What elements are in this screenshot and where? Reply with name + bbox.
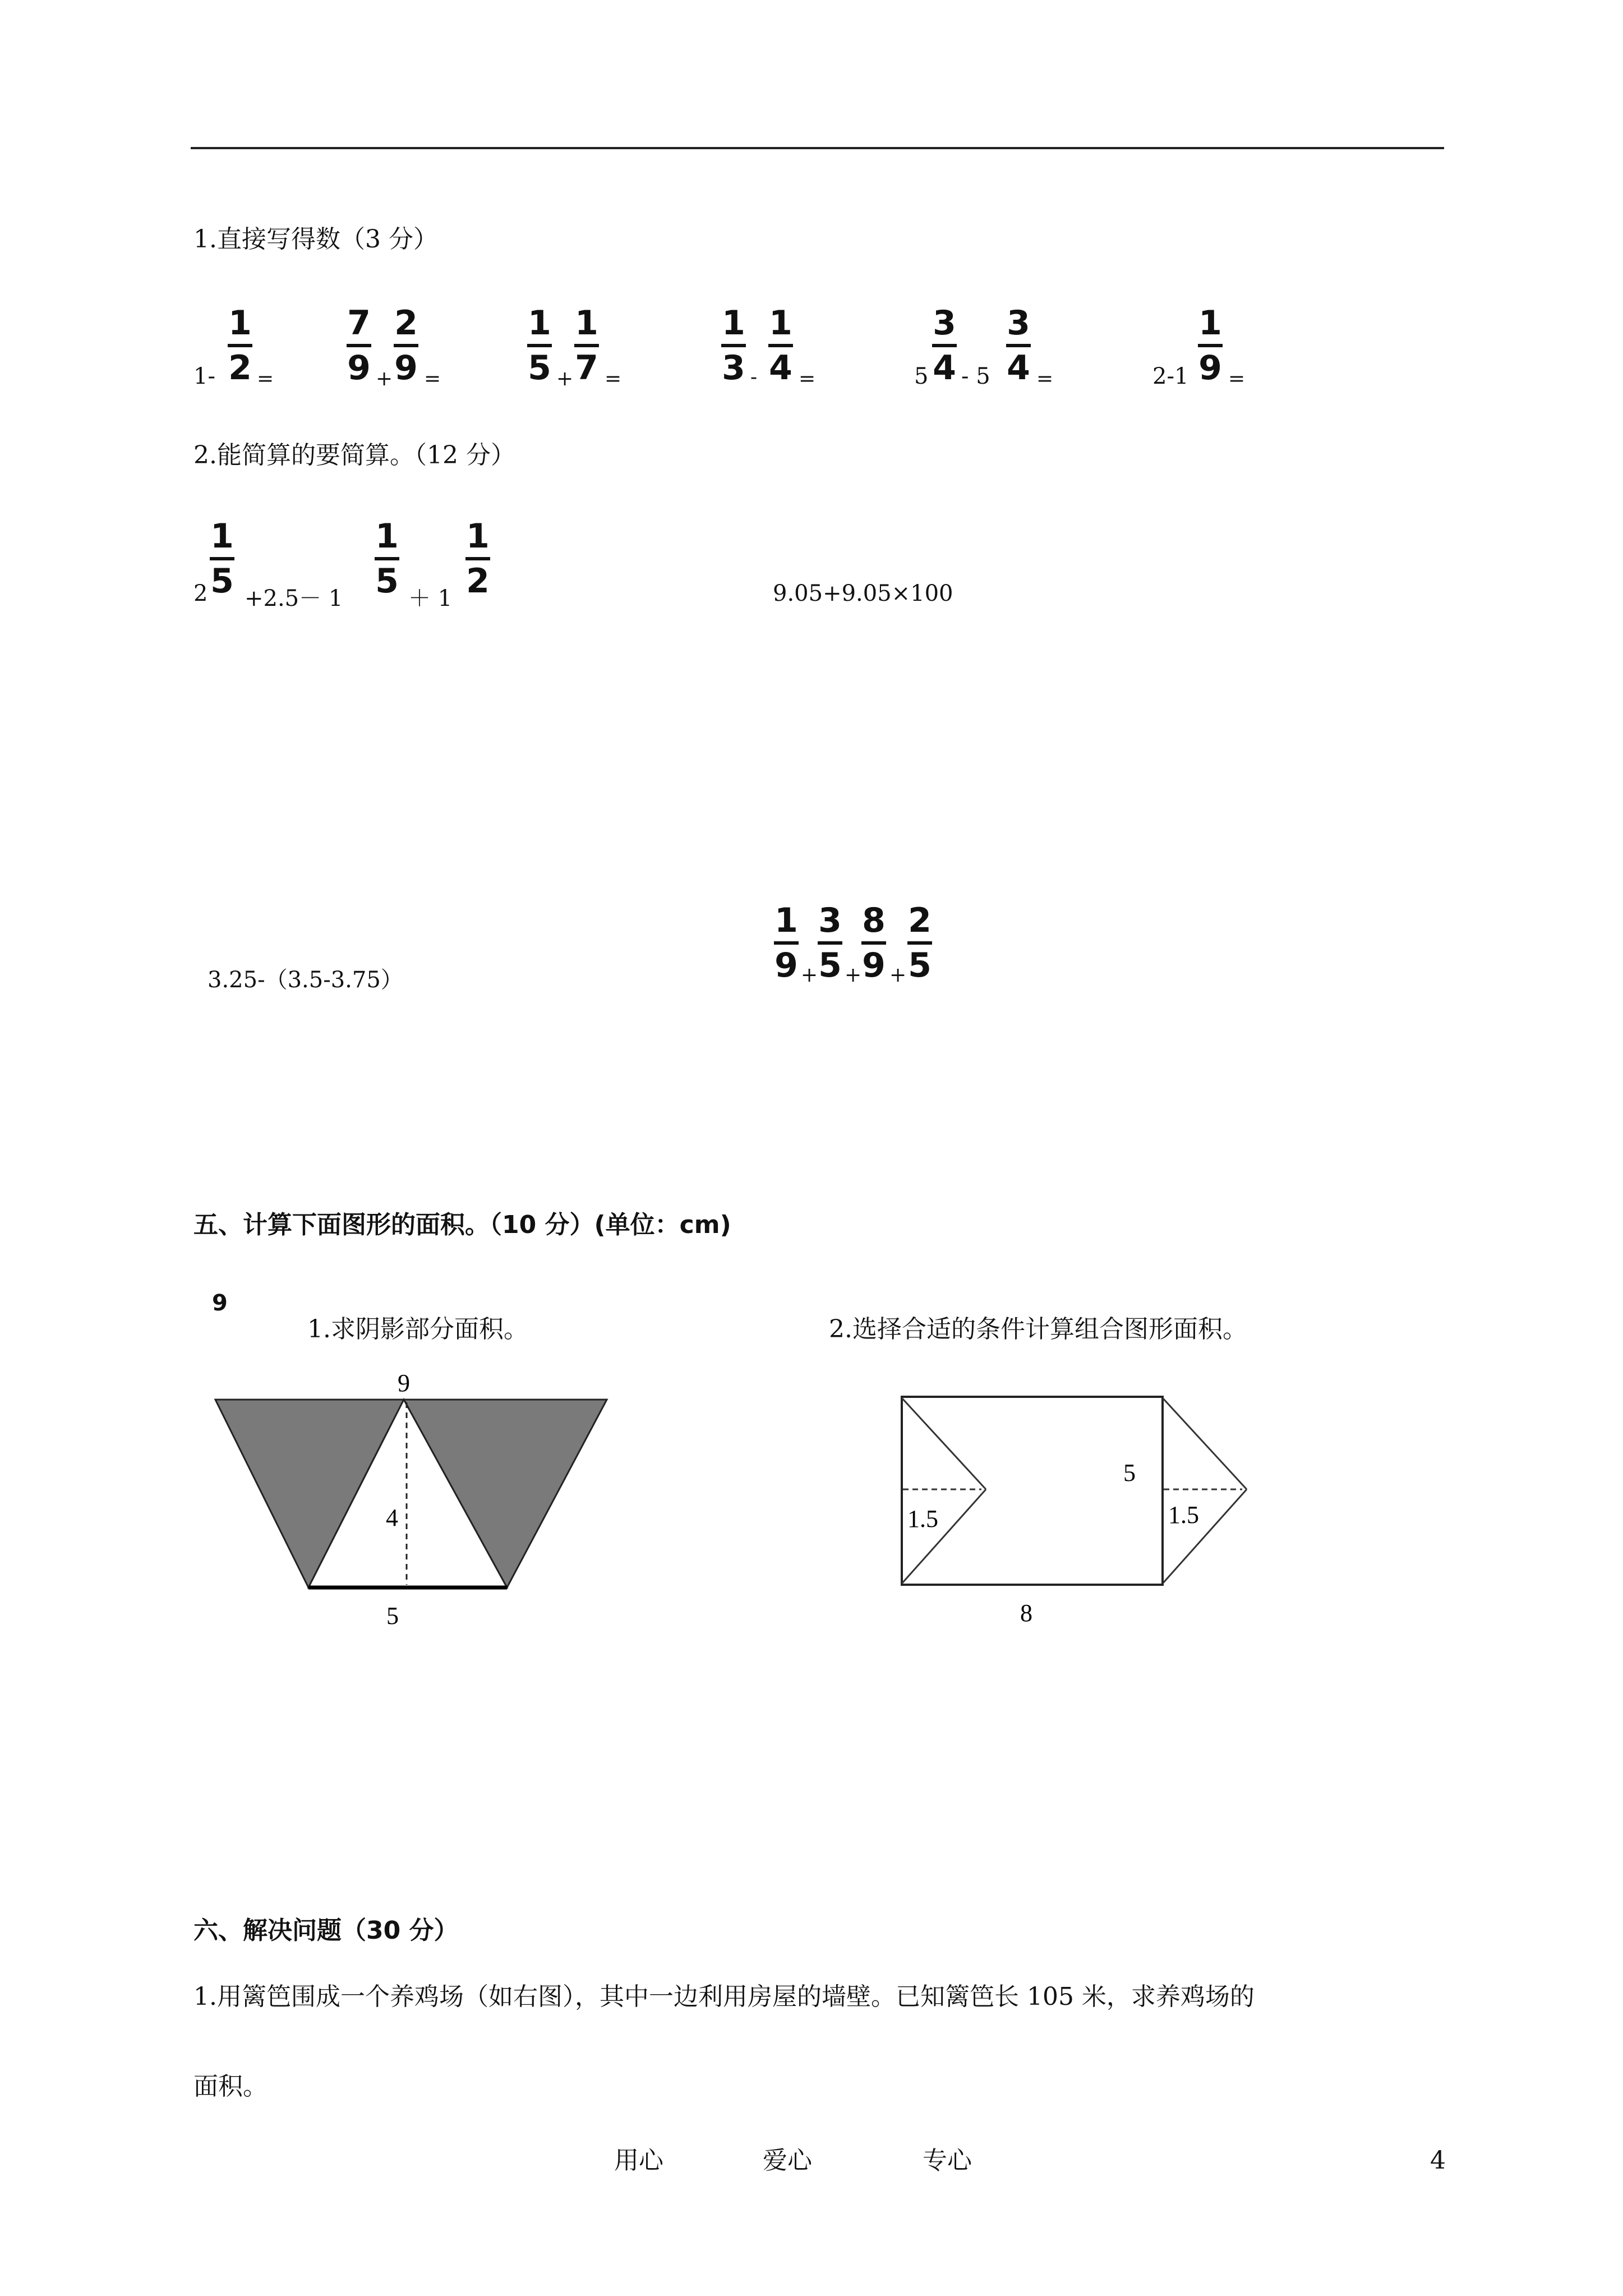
q2-title: 2.能简算的要简算。（12 分） <box>193 441 515 470</box>
q1-item6-fraction: 1 9 <box>1198 303 1222 388</box>
q1-item4-fraction-a: 1 3 <box>722 303 745 388</box>
footer-word-2: 爱心 <box>763 2146 812 2175</box>
q1-item1-prefix: 1- <box>193 364 215 389</box>
q1-item4-fraction-b: 1 4 <box>769 303 792 388</box>
q2-expr4-fraction-c: 8 9 <box>862 901 886 985</box>
figure2-composite-shape <box>892 1380 1262 1638</box>
q1-item6-prefix: 2-1 <box>1152 364 1189 389</box>
header-rule <box>191 147 1444 149</box>
q2-expr4-op2: + <box>845 964 862 987</box>
footer-word-3: 专心 <box>923 2146 972 2175</box>
rectangle <box>902 1397 1163 1585</box>
q1-item6-equals: = <box>1228 367 1246 390</box>
q1-item3-fraction-b: 1 7 <box>575 303 598 388</box>
section5-title: 五、计算下面图形的面积。（10 分）(单位：cm) <box>193 1211 731 1239</box>
section6-q1-line1: 1.用篱笆围成一个养鸡场（如右图），其中一边利用房屋的墙壁。已知篱笆长 105 米，求养鸡场的 <box>193 1982 1255 2011</box>
label-height: 5 <box>1123 1459 1136 1487</box>
q2-expr4-fraction-b: 3 5 <box>818 901 842 985</box>
q2-expr3: 3.25-（3.5-3.75） <box>208 967 403 993</box>
q1-item5-equals: = <box>1036 367 1054 390</box>
section6-title: 六、解决问题（30 分） <box>193 1916 459 1945</box>
q2-expr4-fraction-a: 1 9 <box>774 901 798 985</box>
q2-expr4-op1: + <box>801 964 818 987</box>
footer-word-1: 用心 <box>614 2146 663 2175</box>
q1-item5-whole-a: 5 <box>914 364 929 389</box>
q2-expr1-middle: +2.5－ 1 <box>245 586 343 611</box>
label-top: 9 <box>398 1369 410 1397</box>
q1-item4-op: - <box>750 366 758 389</box>
label-bottom: 8 <box>1020 1599 1032 1627</box>
q1-item3-fraction-a: 1 5 <box>528 303 551 388</box>
stray-mark: 9 <box>212 1290 228 1316</box>
q1-item4-equals: = <box>799 367 816 390</box>
q1-item3-equals: = <box>605 367 622 390</box>
section6-q1-line2: 面积。 <box>193 2072 268 2101</box>
page-number: 4 <box>1430 2146 1446 2175</box>
q1-item3-op: + <box>556 367 574 390</box>
fig2-caption: 2.选择合适的条件计算组合图形面积。 <box>829 1315 1247 1343</box>
q2-expr4-fraction-d: 2 5 <box>908 901 932 985</box>
point-upper-edge <box>1163 1398 1247 1489</box>
q1-item1-equals: = <box>257 367 274 390</box>
q1-item2-fraction-a: 7 9 <box>347 303 371 388</box>
q2-expr1-fraction-b: 1 5 <box>375 517 399 601</box>
q1-item2-fraction-b: 2 9 <box>394 303 418 388</box>
label-left: 1.5 <box>907 1505 938 1533</box>
q1-item5-fraction-a: 3 4 <box>933 303 956 388</box>
q1-item1-fraction: 1 2 <box>228 303 252 388</box>
q2-expr2: 9.05+9.05×100 <box>773 581 953 606</box>
q1-item2-equals: = <box>424 367 441 390</box>
q1-item2-op: + <box>376 367 393 390</box>
fig1-caption: 1.求阴影部分面积。 <box>307 1315 528 1343</box>
q1-item5-op: - 5 <box>961 364 990 389</box>
q2-expr1-fraction-a: 1 5 <box>210 517 234 601</box>
q2-expr4-op3: + <box>889 964 907 987</box>
q1-title: 1.直接写得数（3 分） <box>193 225 438 254</box>
q2-expr1-fraction-c: 1 2 <box>466 517 490 601</box>
label-bottom: 5 <box>386 1602 399 1630</box>
label-height: 4 <box>386 1504 398 1531</box>
label-right: 1.5 <box>1168 1501 1199 1529</box>
q2-expr1-tail: ＋ 1 <box>408 586 453 611</box>
q2-expr1-whole-a: 2 <box>193 581 208 606</box>
q1-item5-fraction-b: 3 4 <box>1007 303 1030 388</box>
figure1-shaded-trapezoid <box>208 1358 611 1638</box>
